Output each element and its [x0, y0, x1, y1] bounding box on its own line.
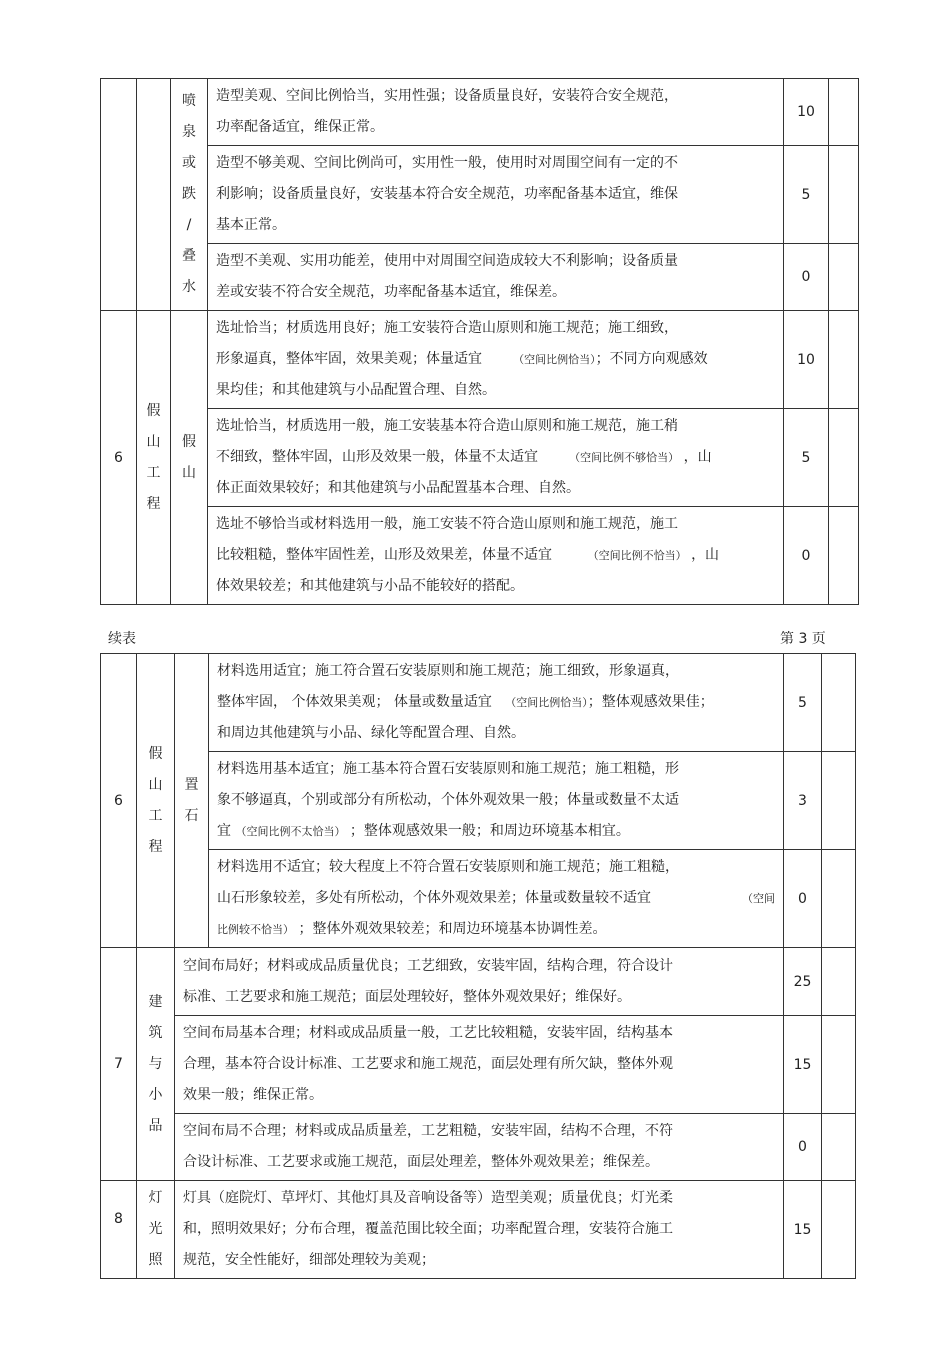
criteria-text: 选址不够恰当或材料选用一般，施工安装不符合造山原则和施工规范，施工 比较粗糙，整体牢固性差，山形及效果差，体量不适宜 （空间比例不恰当） ，山 体效果较差；和其他建筑与小品不能较好的搭配。: [208, 507, 784, 605]
actual-score-cell: [829, 244, 859, 311]
score-cell: 5: [784, 409, 829, 507]
page-number: 第 3 页: [780, 631, 826, 647]
criteria-table-1: [100, 78, 859, 605]
category-cell: [137, 79, 171, 311]
criteria-text: 造型不美观、实用功能差，使用中对周围空间造成较大不利影响；设备质量 差或安装不符合安全规范，功率配备基本适宜，维保差。: [208, 244, 784, 311]
actual-score-cell: [822, 1114, 856, 1181]
score-cell: 0: [784, 244, 829, 311]
actual-score-cell: [822, 1181, 856, 1279]
score-cell: 15: [784, 1181, 822, 1279]
row-number: 6: [101, 311, 137, 605]
criteria-text: 材料选用不适宜；较大程度上不符合置石安装原则和施工规范；施工粗糙， 山石形象较差，多处有所松动，个体外观效果差；体量或数量较不适宜 （空间 比例较不恰当） ；整体外观效果较差；和周边环境基本协调性差。: [209, 850, 784, 948]
category-name-buildings: 建 筑 与 小 品: [137, 948, 175, 1181]
actual-score-cell: [822, 654, 856, 752]
actual-score-cell: [822, 850, 856, 948]
criteria-text: 造型美观、空间比例恰当，实用性强；设备质量良好，安装符合安全规范， 功率配备适宜，维保正常。: [208, 79, 784, 146]
criteria-text: 材料选用基本适宜；施工基本符合置石安装原则和施工规范；施工粗糙，形 象不够逼真，个别或部分有所松动，个体外观效果一般；体量或数量不太适 宜 （空间比例不太恰当） ；整体观感效果一般；和周边环境基本相宜。: [209, 752, 784, 850]
score-cell: 5: [784, 654, 822, 752]
criteria-text: 空间布局好；材料或成品质量优良；工艺细致，安装牢固，结构合理，符合设计 标准、工艺要求和施工规范；面层处理较好，整体外观效果好；维保好。: [175, 948, 784, 1016]
row-number: 6: [101, 654, 137, 948]
criteria-text: 选址恰当，材质选用一般，施工安装基本符合造山原则和施工规范，施工稍 不细致，整体牢固，山形及效果一般，体量不太适宜 （空间比例不够恰当） ，山 体正面效果较好；和其他建筑与小品配置基本合理、自然。: [208, 409, 784, 507]
score-cell: 5: [784, 146, 829, 244]
score-cell: 3: [784, 752, 822, 850]
item-name-stone-placement: 置 石: [175, 654, 209, 948]
actual-score-cell: [829, 146, 859, 244]
score-cell: 10: [784, 311, 829, 409]
item-name-rockery: 假 山: [171, 311, 208, 605]
criteria-text: 材料选用适宜；施工符合置石安装原则和施工规范；施工细致，形象逼真， 整体牢固， 个体效果美观； 体量或数量适宜 （空间比例恰当）；整体观感效果佳； 和周边其他建筑与小品、绿化等配置合理、自然。: [209, 654, 784, 752]
criteria-table-2: [100, 653, 856, 1279]
criteria-text: 空间布局基本合理；材料或成品质量一般，工艺比较粗糙，安装牢固，结构基本 合理，基本符合设计标准、工艺要求和施工规范，面层处理有所欠缺，整体外观 效果一般；维保正常。: [175, 1016, 784, 1114]
actual-score-cell: [829, 507, 859, 605]
category-name-lighting: 灯 光 照: [137, 1181, 175, 1279]
row-number-cell: [101, 79, 137, 311]
row-number: 8: [101, 1181, 137, 1279]
criteria-text: 选址恰当；材质选用良好；施工安装符合造山原则和施工规范；施工细致， 形象逼真，整体牢固，效果美观；体量适宜 （空间比例恰当）；不同方向观感效 果均佳；和其他建筑与小品配置合理、自然。: [208, 311, 784, 409]
score-cell: 0: [784, 1114, 822, 1181]
actual-score-cell: [822, 1016, 856, 1114]
criteria-text: 灯具（庭院灯、草坪灯、其他灯具及音响设备等）造型美观；质量优良；灯光柔 和，照明效果好；分布合理，覆盖范围比较全面；功率配置合理，安装符合施工 规范，安全性能好，细部处理较为美观；: [175, 1181, 784, 1279]
actual-score-cell: [829, 79, 859, 146]
actual-score-cell: [822, 948, 856, 1016]
score-cell: 15: [784, 1016, 822, 1114]
score-cell: 0: [784, 507, 829, 605]
actual-score-cell: [829, 311, 859, 409]
continued-label: 续表: [108, 631, 136, 647]
item-name-fountain: 喷 泉 或 跌 / 叠 水: [171, 79, 208, 311]
category-name-rockery-works: 假 山 工 程: [137, 311, 171, 605]
row-number: 7: [101, 948, 137, 1181]
score-cell: 0: [784, 850, 822, 948]
actual-score-cell: [822, 752, 856, 850]
score-cell: 25: [784, 948, 822, 1016]
criteria-text: 空间布局不合理；材料或成品质量差，工艺粗糙，安装牢固，结构不合理，不符 合设计标准、工艺要求或施工规范，面层处理差，整体外观效果差；维保差。: [175, 1114, 784, 1181]
category-name-rockery-works: 假 山 工 程: [137, 654, 175, 948]
score-cell: 10: [784, 79, 829, 146]
criteria-text: 造型不够美观、空间比例尚可，实用性一般，使用时对周围空间有一定的不 利影响；设备质量良好，安装基本符合安全规范，功率配备基本适宜，维保 基本正常。: [208, 146, 784, 244]
actual-score-cell: [829, 409, 859, 507]
